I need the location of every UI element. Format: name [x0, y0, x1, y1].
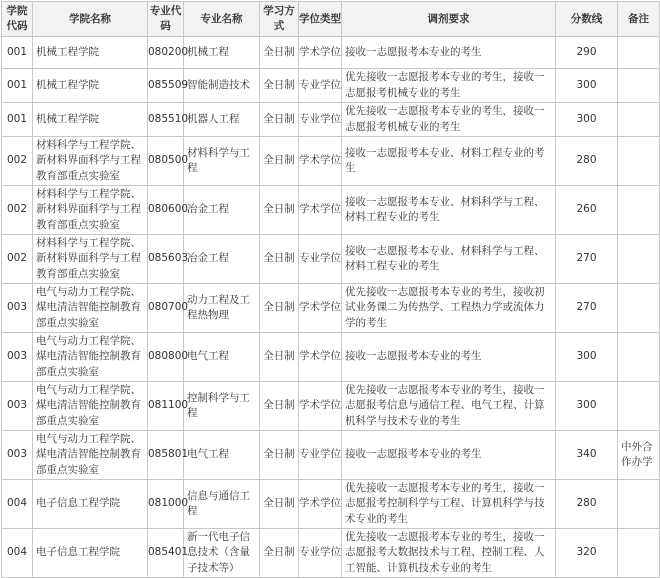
cell-major-name: 材料科学与工程: [184, 137, 260, 186]
header-major-name: 专业名称: [184, 2, 260, 37]
cell-score: 260: [556, 186, 618, 235]
adjustment-table: [1, 1, 660, 578]
table-body: [2, 37, 660, 578]
table-row: [2, 37, 660, 69]
cell-major-name: 动力工程及工程热物理: [184, 284, 260, 333]
cell-score: 270: [556, 235, 618, 284]
cell-requirement: 优先接收一志愿报考本专业的考生，接收一志愿报考机械专业的考生: [342, 103, 556, 137]
table-row: [2, 137, 660, 186]
cell-college-code: 004: [2, 480, 33, 529]
header-degree-type: 学位类型: [299, 2, 342, 37]
header-note: 备注: [618, 2, 660, 37]
cell-degree-type: 专业学位: [299, 103, 342, 137]
cell-requirement: 优先接收一志愿报考本专业的考生，接收一志愿报考机械专业的考生: [342, 69, 556, 103]
cell-note: [618, 103, 660, 137]
cell-requirement: 接收一志愿报考本专业的考生: [342, 333, 556, 382]
cell-study-mode: 全日制: [260, 382, 299, 431]
cell-major-name: 冶金工程: [184, 186, 260, 235]
cell-major-code: 080600: [148, 186, 184, 235]
cell-major-code: 080700: [148, 284, 184, 333]
cell-college-name: 材料科学与工程学院、新材料界面科学与工程教育部重点实验室: [33, 137, 148, 186]
header-college-name: 学院名称: [33, 2, 148, 37]
table-row: [2, 103, 660, 137]
table-row: [2, 431, 660, 480]
cell-note: [618, 137, 660, 186]
table-row: [2, 284, 660, 333]
cell-study-mode: 全日制: [260, 103, 299, 137]
cell-degree-type: 学术学位: [299, 284, 342, 333]
cell-score: 280: [556, 480, 618, 529]
cell-note: [618, 529, 660, 578]
cell-note: [618, 37, 660, 69]
cell-score: 300: [556, 103, 618, 137]
cell-study-mode: 全日制: [260, 37, 299, 69]
cell-major-code: 080500: [148, 137, 184, 186]
cell-degree-type: 学术学位: [299, 37, 342, 69]
cell-requirement: 接收一志愿报考本专业、材料科学与工程、材料工程专业的考生: [342, 235, 556, 284]
cell-study-mode: 全日制: [260, 235, 299, 284]
cell-college-name: 机械工程学院: [33, 37, 148, 69]
header-study-mode: 学习方式: [260, 2, 299, 37]
cell-degree-type: 学术学位: [299, 137, 342, 186]
table-row: [2, 382, 660, 431]
cell-college-code: 003: [2, 284, 33, 333]
header-major-code: 专业代码: [148, 2, 184, 37]
cell-college-name: 电气与动力工程学院、煤电清洁智能控制教育部重点实验室: [33, 382, 148, 431]
cell-degree-type: 专业学位: [299, 235, 342, 284]
cell-requirement: 接收一志愿报考本专业、材料工程专业的考生: [342, 137, 556, 186]
cell-major-code: 081100: [148, 382, 184, 431]
cell-major-code: 085801: [148, 431, 184, 480]
cell-study-mode: 全日制: [260, 137, 299, 186]
cell-requirement: 接收一志愿报考本专业的考生: [342, 431, 556, 480]
cell-score: 300: [556, 69, 618, 103]
cell-score: 280: [556, 137, 618, 186]
cell-major-code: 080200: [148, 37, 184, 69]
cell-major-code: 085401: [148, 529, 184, 578]
cell-major-code: 080800: [148, 333, 184, 382]
table-row: [2, 69, 660, 103]
cell-major-name: 冶金工程: [184, 235, 260, 284]
cell-score: 340: [556, 431, 618, 480]
cell-college-name: 电气与动力工程学院、煤电清洁智能控制教育部重点实验室: [33, 333, 148, 382]
cell-major-name: 电气工程: [184, 333, 260, 382]
cell-degree-type: 学术学位: [299, 333, 342, 382]
cell-note: [618, 284, 660, 333]
cell-major-name: 新一代电子信息技术（含量子技术等）: [184, 529, 260, 578]
cell-college-code: 001: [2, 37, 33, 69]
cell-college-code: 004: [2, 529, 33, 578]
cell-degree-type: 专业学位: [299, 69, 342, 103]
cell-college-code: 002: [2, 137, 33, 186]
table-row: [2, 529, 660, 578]
cell-requirement: 接收一志愿报考本专业的考生: [342, 37, 556, 69]
cell-major-name: 机械工程: [184, 37, 260, 69]
cell-college-code: 002: [2, 186, 33, 235]
cell-college-name: 机械工程学院: [33, 69, 148, 103]
cell-degree-type: 专业学位: [299, 529, 342, 578]
cell-study-mode: 全日制: [260, 529, 299, 578]
cell-major-code: 085509: [148, 69, 184, 103]
cell-score: 270: [556, 284, 618, 333]
cell-study-mode: 全日制: [260, 431, 299, 480]
cell-study-mode: 全日制: [260, 284, 299, 333]
table-row: [2, 333, 660, 382]
header-college-code: 学院代码: [2, 2, 33, 37]
cell-major-code: 085603: [148, 235, 184, 284]
cell-requirement: 优先接收一志愿报考本专业的考生，接收初试业务课二为传热学、工程热力学或流体力学的考生: [342, 284, 556, 333]
cell-note: [618, 480, 660, 529]
cell-requirement: 优先接收一志愿报考本专业的考生，接收一志愿报考大数据技术与工程、控制工程、人工智能、计算机技术专业的考生: [342, 529, 556, 578]
cell-college-code: 003: [2, 333, 33, 382]
cell-score: 300: [556, 382, 618, 431]
cell-note: [618, 235, 660, 284]
cell-college-name: 电子信息工程学院: [33, 529, 148, 578]
header-row: [2, 2, 660, 37]
cell-degree-type: 学术学位: [299, 186, 342, 235]
cell-college-name: 材料科学与工程学院、新材料界面科学与工程教育部重点实验室: [33, 186, 148, 235]
cell-major-code: 085510: [148, 103, 184, 137]
cell-college-name: 机械工程学院: [33, 103, 148, 137]
cell-requirement: 优先接收一志愿报考本专业的考生，接收一志愿报考控制科学与工程、计算机科学与技术专业的考生: [342, 480, 556, 529]
cell-major-name: 信息与通信工程: [184, 480, 260, 529]
cell-requirement: 优先接收一志愿报考本专业的考生，接收一志愿报考信息与通信工程、电气工程、计算机科学与技术专业的考生: [342, 382, 556, 431]
cell-score: 290: [556, 37, 618, 69]
cell-note: [618, 382, 660, 431]
cell-study-mode: 全日制: [260, 480, 299, 529]
table-row: [2, 235, 660, 284]
cell-note: [618, 333, 660, 382]
cell-study-mode: 全日制: [260, 69, 299, 103]
header-score: 分数线: [556, 2, 618, 37]
cell-requirement: 接收一志愿报考本专业、材料科学与工程、材料工程专业的考生: [342, 186, 556, 235]
cell-score: 320: [556, 529, 618, 578]
cell-college-name: 电子信息工程学院: [33, 480, 148, 529]
cell-major-name: 控制科学与工程: [184, 382, 260, 431]
cell-college-name: 材料科学与工程学院、新材料界面科学与工程教育部重点实验室: [33, 235, 148, 284]
table-row: [2, 186, 660, 235]
cell-college-name: 电气与动力工程学院、煤电清洁智能控制教育部重点实验室: [33, 284, 148, 333]
cell-note: [618, 186, 660, 235]
table-row: [2, 480, 660, 529]
cell-major-name: 智能制造技术: [184, 69, 260, 103]
cell-degree-type: 学术学位: [299, 382, 342, 431]
cell-degree-type: 专业学位: [299, 431, 342, 480]
cell-study-mode: 全日制: [260, 333, 299, 382]
header-requirement: 调剂要求: [342, 2, 556, 37]
cell-note: 中外合作办学: [618, 431, 660, 480]
cell-major-code: 081000: [148, 480, 184, 529]
cell-college-code: 001: [2, 69, 33, 103]
cell-college-code: 003: [2, 382, 33, 431]
cell-college-code: 002: [2, 235, 33, 284]
cell-college-code: 001: [2, 103, 33, 137]
cell-major-name: 机器人工程: [184, 103, 260, 137]
cell-note: [618, 69, 660, 103]
cell-score: 300: [556, 333, 618, 382]
cell-degree-type: 学术学位: [299, 480, 342, 529]
cell-college-code: 003: [2, 431, 33, 480]
cell-major-name: 电气工程: [184, 431, 260, 480]
cell-college-name: 电气与动力工程学院、煤电清洁智能控制教育部重点实验室: [33, 431, 148, 480]
cell-study-mode: 全日制: [260, 186, 299, 235]
